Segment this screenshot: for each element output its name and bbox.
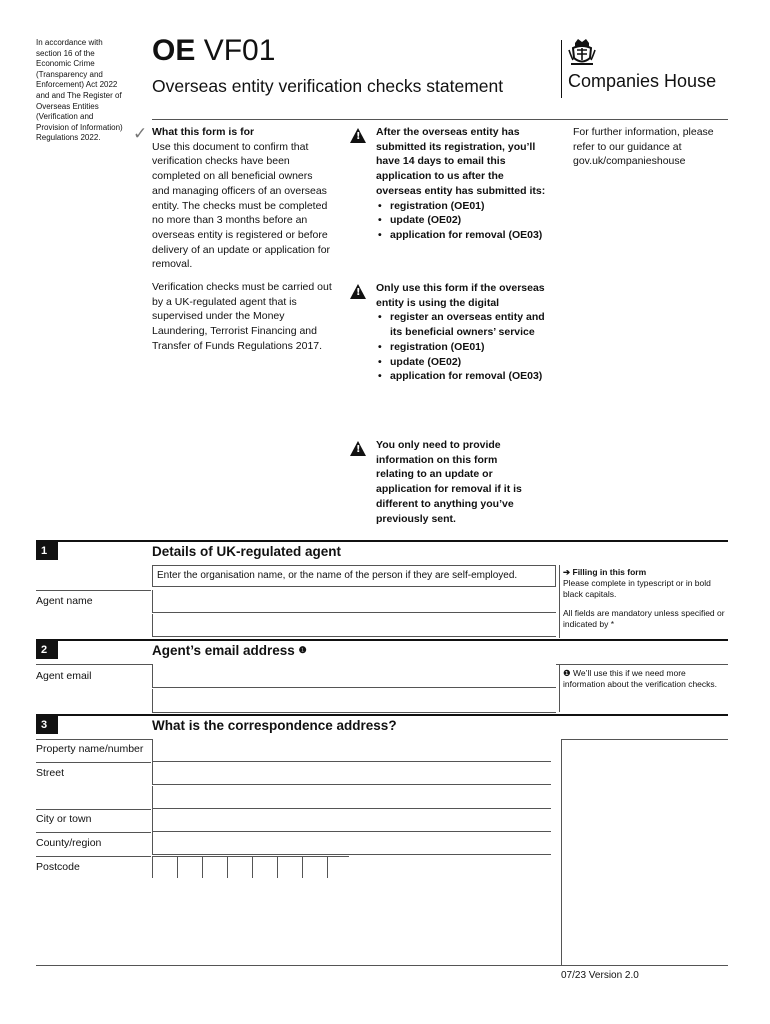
postcode-cell[interactable] [302,856,327,878]
section-title-text: Agent’s email address [152,643,295,658]
postcode-cell[interactable] [177,856,202,878]
section-rule [36,714,728,716]
section-rule [36,540,728,542]
footer-rule [36,965,728,966]
version-label: 07/23 Version 2.0 [561,970,639,981]
section-number: 1 [36,542,58,560]
street-label: Street [36,767,65,779]
row-rule [36,590,151,591]
filling-text-1: Please complete in typescript or in bold black capitals. [563,578,711,599]
agent-email-field[interactable] [152,664,556,688]
postcode-cell[interactable] [277,856,302,878]
section-title: Details of UK-regulated agent [152,544,342,559]
info-icon: ❶ [563,668,571,678]
section-number: 3 [36,716,58,734]
agent-email-label: Agent email [36,670,92,682]
county-label: County/region [36,837,102,849]
warning-1-text: After the overseas entity has submitted its registration, you’ll have 14 days to email this application to us after the overseas entity has submitted its: [376,126,546,197]
form-code [152,34,275,68]
list-item: • register an overseas entity and its beneficial owners’ service [376,310,546,339]
side-divider [559,565,560,638]
agent-email-field-line2[interactable] [152,689,556,713]
warning-2-text: Only use this form if the overseas entity is using the digital [376,282,545,309]
list-item: • update (OE02) [376,213,546,228]
agent-name-field-line2[interactable] [152,614,556,637]
legal-note: In accordance with section 16 of the Economic Crime (Transparency and Enforcement) Act 2022 and and The Register of Overseas Entities (Verification and Provision of Information) Regulations 2022. [36,38,123,143]
royal-crest-icon [568,38,596,68]
further-info: For further information, please refer to our guidance at gov.uk/companieshouse [573,126,714,168]
form-title: Overseas entity verification checks statement [152,76,504,96]
property-field[interactable] [152,739,551,762]
filling-heading: Filling in this form [572,567,647,577]
brand-name: Companies House [568,71,717,91]
postcode-field[interactable] [152,856,352,878]
intro-what-heading: What this form is for [152,126,255,138]
section-number: 2 [36,641,58,659]
row-rule [36,762,151,763]
postcode-cell[interactable] [152,856,177,878]
brand-divider [561,40,562,98]
agent-name-label: Agent name [36,595,93,607]
warning-2 [376,281,546,384]
section-title: What is the correspondence address? [152,718,397,733]
tick-icon: ✓ [133,124,148,143]
email-guidance-text: We’ll use this if we need more information about the verification checks. [563,668,718,689]
list-item: • update (OE02) [376,355,546,370]
list-item: • registration (OE01) [376,199,546,214]
header-rule [152,119,728,120]
list-item: • application for removal (OE03) [376,369,546,384]
postcode-cell[interactable] [202,856,227,878]
warning-icon [350,284,366,299]
section-title [152,643,307,658]
postcode-label: Postcode [36,861,80,873]
postcode-cell[interactable] [227,856,252,878]
email-guidance [563,668,728,690]
property-label: Property name/number [36,743,144,755]
filling-text-2: All fields are mandatory unless specified or indicated by * [563,608,725,629]
postcode-cell[interactable] [327,856,349,878]
city-label: City or town [36,813,92,825]
street-field-line2[interactable] [152,786,551,809]
warning-icon [350,441,366,456]
form-code-suffix: VF01 [203,34,276,67]
city-field[interactable] [152,809,551,832]
arrow-right-icon: ➔ [563,567,571,577]
row-rule [36,856,151,857]
side-notes-box [561,739,728,965]
intro-what-text: Use this document to confirm that verification checks have been completed on all beneficial owners and managing officers of an overseas entity. The checks must be completed no more than 3 months before an overseas entity is registered or before delivery of an update or application for removal. [152,140,331,271]
intro-what [152,125,332,354]
list-item: • registration (OE01) [376,340,546,355]
agent-name-field[interactable] [152,590,556,613]
warning-1 [376,125,546,243]
list-item: • application for removal (OE03) [376,228,546,243]
filling-guidance [563,567,728,630]
county-field[interactable] [152,832,551,855]
warning-icon [350,128,366,143]
info-icon: ❶ [298,645,307,655]
street-field[interactable] [152,762,551,785]
row-rule [36,832,151,833]
intro-verification-text: Verification checks must be carried out by a UK-regulated agent that is supervised under the Money Laundering, Terrorist Financing and Transfer of Funds Regulations 2017. [152,281,332,352]
postcode-cell[interactable] [252,856,277,878]
agent-name-instruction: Enter the organisation name, or the name of the person if they are self-employed. [152,565,556,587]
row-rule [36,809,151,810]
form-code-prefix: OE [152,34,196,67]
warning-3-text: You only need to provide information on this form relating to an update or application for removal if it is different to anything you’ve previously sent. [376,439,522,525]
section-rule [36,639,728,641]
side-divider [559,664,560,712]
